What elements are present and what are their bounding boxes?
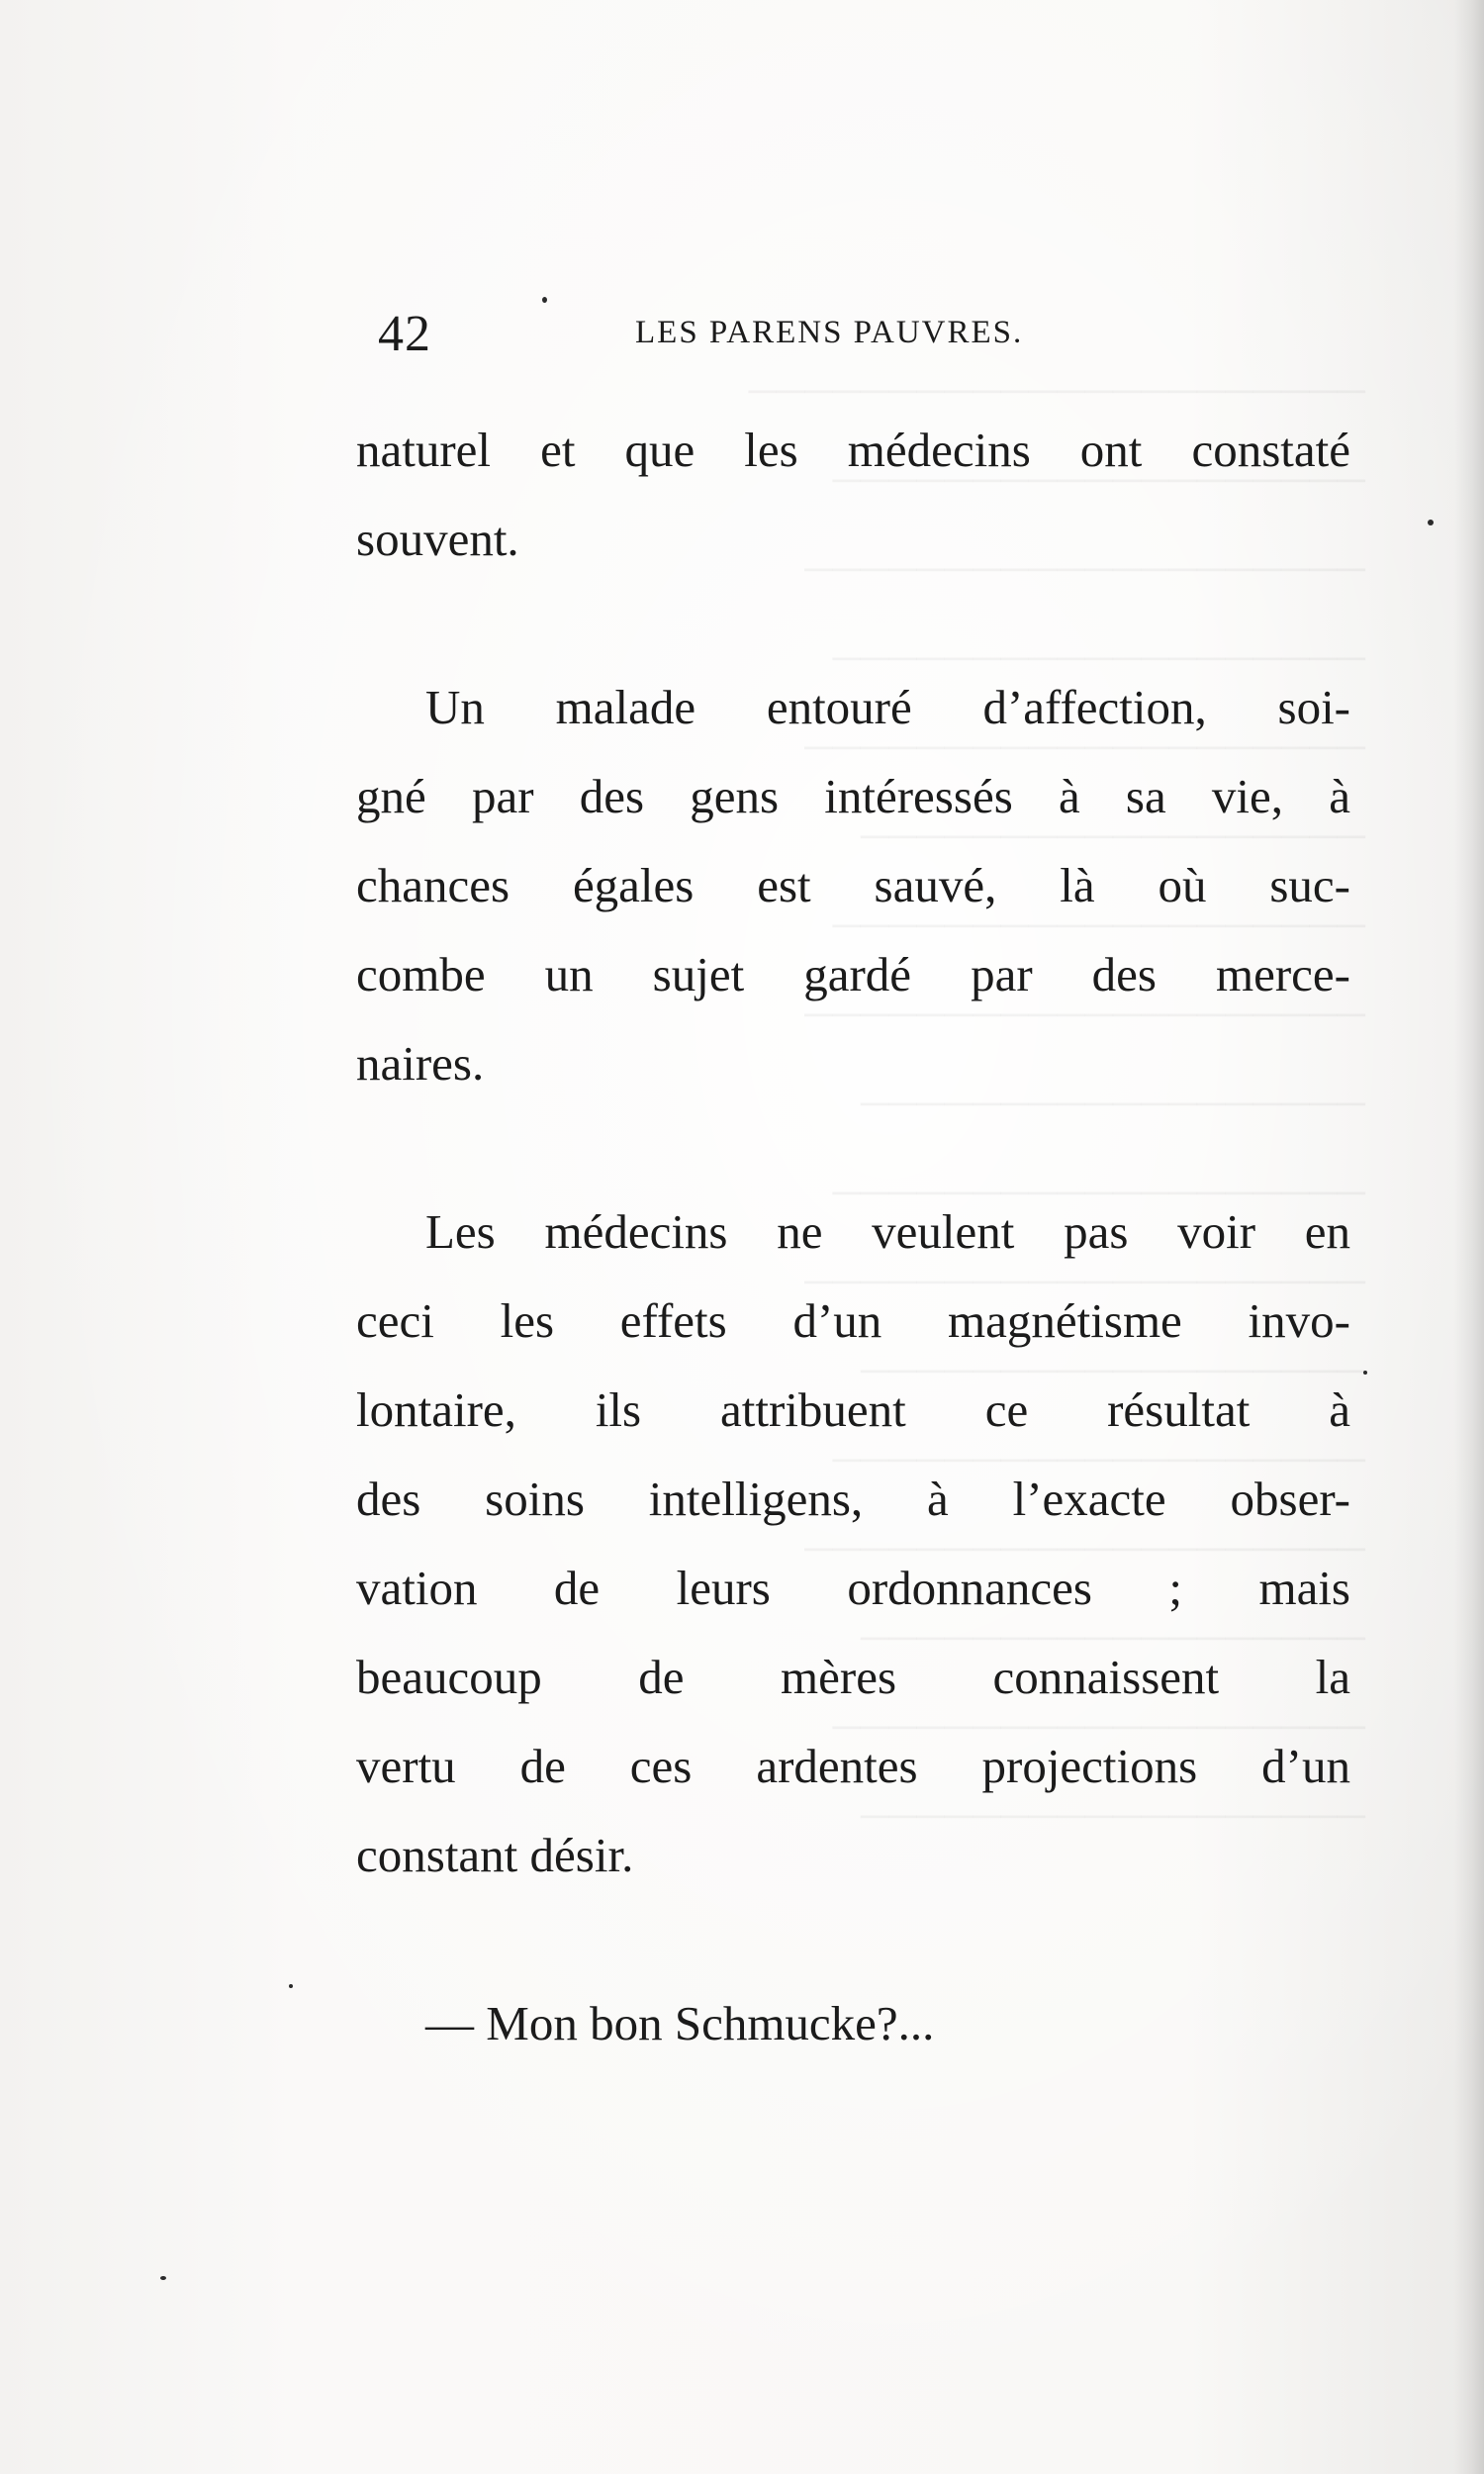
ink-speck [289, 1984, 293, 1988]
page-header [378, 305, 1347, 364]
page-edge-shadow [1454, 0, 1484, 2474]
running-head: LES PARENS PAUVRES. [635, 315, 1024, 350]
paragraph-gap [356, 584, 1350, 663]
text-line: naturel et que les médecins ont constaté [356, 423, 1350, 477]
text-line: Un malade entouré d’affection, soi- [425, 680, 1350, 734]
paragraph-gap [356, 1108, 1350, 1188]
page-number: 42 [378, 306, 431, 362]
text-line: chances égales est sauvé, là où suc- [356, 858, 1350, 912]
paragraph-1 [356, 406, 1350, 584]
ink-speck [160, 2276, 166, 2280]
text-line: des soins intelligens, à l’exacte obser- [356, 1472, 1350, 1526]
ink-speck [1363, 1371, 1367, 1375]
text-line: Les médecins ne veulent pas voir en [425, 1204, 1350, 1259]
text-line: ceci les effets d’un magnétisme invo- [356, 1293, 1350, 1348]
text-line: gné par des gens intéressés à sa vie, à [356, 769, 1350, 823]
text-line: lontaire, ils attribuent ce résultat à [356, 1382, 1350, 1437]
text-line: constant désir. [356, 1828, 634, 1882]
text-line: — Mon bon Schmucke?... [425, 1996, 935, 2050]
ink-speck [542, 297, 547, 303]
text-line: souvent. [356, 512, 519, 566]
text-line: naires. [356, 1036, 485, 1091]
paragraph-gap [356, 1900, 1350, 1979]
body-text [356, 406, 1350, 2068]
text-line: vation de leurs ordonnances ; mais [356, 1561, 1350, 1615]
paragraph-4 [356, 1979, 1350, 2068]
ink-speck [1428, 520, 1434, 525]
paragraph-3 [356, 1188, 1350, 1900]
text-line: combe un sujet gardé par des merce- [356, 947, 1350, 1001]
paragraph-2 [356, 663, 1350, 1108]
text-line: beaucoup de mères connaissent la [356, 1650, 1350, 1704]
text-line: vertu de ces ardentes projections d’un [356, 1739, 1350, 1793]
